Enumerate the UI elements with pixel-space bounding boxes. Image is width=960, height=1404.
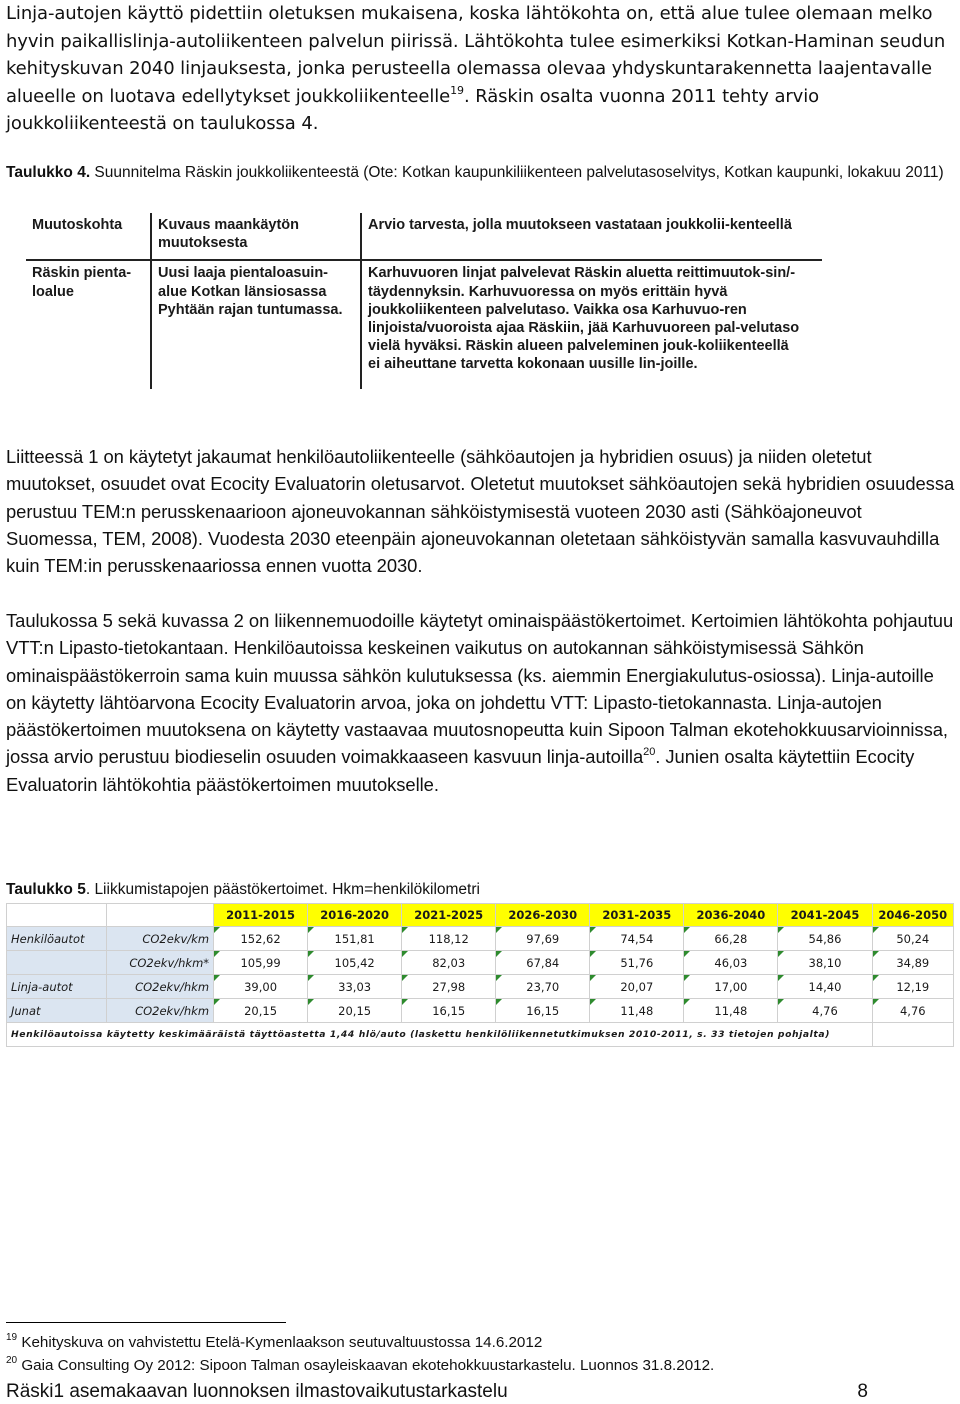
table5-row-label: Henkilöautot [7, 927, 107, 951]
table4-header-row [26, 213, 822, 260]
table5-value: 4,76 [778, 999, 872, 1023]
footnote-text: Gaia Consulting Oy 2012: Sipoon Talman osayleiskaavan ekotehokkuustarkastelu. Luonnos 31.8.2012. [21, 1357, 715, 1374]
table5-year-header: 2011-2015 [214, 904, 308, 927]
footnote-19 [6, 1333, 542, 1353]
table4-caption-label: Taulukko 4. [6, 164, 91, 181]
table5-unit: CO2ekv/hkm [106, 999, 213, 1023]
table4-header-cell: Kuvaus maankäytön muutoksesta [151, 213, 361, 260]
table5-value: 27,98 [402, 975, 496, 999]
table5-value: 39,00 [214, 975, 308, 999]
footnote-20 [6, 1356, 714, 1376]
table4-caption [6, 161, 956, 184]
table5-value: 118,12 [402, 927, 496, 951]
table5-year-header: 2016-2020 [308, 904, 402, 927]
table5 [6, 903, 954, 1047]
table5-value: 16,15 [496, 999, 590, 1023]
table5-value: 16,15 [402, 999, 496, 1023]
table5-value: 20,15 [308, 999, 402, 1023]
table5-note: Henkilöautoissa käytetty keskimääräistä täyttöastetta 1,44 hlö/auto (laskettu henkilöliikennetutkimuksen 2010-2011, s. 33 tietojen pohjalta) [7, 1023, 873, 1047]
table5-row [7, 927, 954, 951]
table5-unit: CO2ekv/km [106, 927, 213, 951]
table5-value: 11,48 [590, 999, 684, 1023]
table5-value: 105,99 [214, 951, 308, 975]
footnote-number: 19 [6, 1332, 18, 1343]
page-footer [6, 1380, 868, 1404]
table5-row [7, 999, 954, 1023]
table5-value: 12,19 [872, 975, 953, 999]
table5-value: 105,42 [308, 951, 402, 975]
table5-year-header: 2041-2045 [778, 904, 872, 927]
table5-value: 33,03 [308, 975, 402, 999]
page-number: 8 [857, 1381, 868, 1402]
footnote-ref-19[interactable]: 19 [450, 83, 464, 97]
table5-value: 46,03 [684, 951, 778, 975]
table5-value: 151,81 [308, 927, 402, 951]
table5-year-row [7, 904, 954, 927]
table5-caption-text: . Liikkumistapojen päästökertoimet. Hkm=henkilökilometri [85, 881, 480, 898]
table5-unit: CO2ekv/hkm* [106, 951, 213, 975]
paragraph-3-text-end: . Junien osalta käytettiin Ecocity Evaluatorin lähtökohtia päästökertoimen muutokselle. [6, 746, 915, 795]
table5-value: 4,76 [872, 999, 953, 1023]
table5-unit: CO2ekv/hkm [106, 975, 213, 999]
footnote-number: 20 [6, 1355, 18, 1366]
table5-value: 34,89 [872, 951, 953, 975]
table5-caption [6, 878, 956, 901]
table5-value: 11,48 [684, 999, 778, 1023]
table4-row [26, 260, 822, 389]
table5-row-label: Linja-autot [7, 975, 107, 999]
table5-value: 74,54 [590, 927, 684, 951]
table5-value: 51,76 [590, 951, 684, 975]
paragraph-3 [6, 607, 958, 798]
table5-row-label: Junat [7, 999, 107, 1023]
table5-empty-cell [872, 1023, 953, 1047]
intro-text-end: . Räskin osalta vuonna 2011 tehty arvio joukkoliikenteestä on taulukossa 4. [6, 85, 820, 134]
table4 [26, 213, 822, 389]
footnote-separator [6, 1322, 286, 1323]
paragraph-2: Liitteessä 1 on käytetyt jakaumat henkilöautoliikenteelle (sähköautojen ja hybridien osuus) ja niiden oletetut muutokset, osuudet ovat Ecocity Evaluatorin oletusarvot. Oletetut muutokset sähköautojen sekä hybridien osuudessa perustuu TEM:n perusskenaarioon ajoneuvokannan sähköistymisestä vuoteen 2030 asti (Sähköajoneuvot Suomessa, TEM, 2008). Vuodesta 2030 eteenpäin ajoneuvokannan oletetaan sähköistyvän samalla kasvuvauhdilla kuin TEM:in perusskenaariossa ennen vuotta 2030. [6, 446, 955, 577]
table5-value: 50,24 [872, 927, 953, 951]
table5-year-header: 2036-2040 [684, 904, 778, 927]
table5-value: 54,86 [778, 927, 872, 951]
table5-row [7, 951, 954, 975]
footnote-ref-20[interactable]: 20 [643, 746, 656, 759]
table5-value: 23,70 [496, 975, 590, 999]
table4-caption-text: Suunnitelma Räskin joukkoliikenteestä (Ote: Kotkan kaupunkiliikenteen palvelutasoselvitys, Kotkan kaupunki, lokakuu 2011) [90, 164, 944, 181]
footnote-text: Kehityskuva on vahvistettu Etelä-Kymenlaakson seutuvaltuustossa 14.6.2012 [21, 1334, 543, 1351]
table5-year-header: 2046-2050 [872, 904, 953, 927]
table5-row-label [7, 951, 107, 975]
table5-value: 20,07 [590, 975, 684, 999]
table4-header-cell: Muutoskohta [26, 213, 151, 260]
table5-empty-cell [7, 904, 107, 927]
table5-caption-label: Taulukko 5 [6, 881, 86, 898]
table4-cell: Räskin pienta-loalue [26, 260, 151, 389]
table4-cell: Karhuvuoren linjat palvelevat Räskin aluetta reittimuutok-sin/-täydennyksin. Karhuvuoressa on myös erittäin hyvä joukkoliikenteen palvelutaso. Vaikka osa Karhuvuo-ren linjoista/vuoroista ajaa Räskiin, jää Karhuvuoreen pal-velutaso vielä hyväksi. Räskin alueen palveleminen jouk-koliikenteellä ei aiheuttane tarvetta kokonaan uusille lin-joille. [368, 265, 800, 373]
table5-row [7, 975, 954, 999]
intro-text: Linja-autojen käyttö pidettiin oletuksen mukaisena, koska lähtökohta on, että alue tulee olemaan melko hyvin paikallislinja-autoliikenteen palvelun piirissä. Lähtökohta tulee esimerkiksi Kotkan-Haminan seudun kehityskuvan 2040 linjauksesta, jonka perusteella olemassa olevaa yhdyskuntarakennetta laajentavalle alueelle on luotava edellytykset joukkoliikenteelle [6, 3, 946, 107]
table5-value: 20,15 [214, 999, 308, 1023]
table4-cell: Uusi laaja pientaloasuin-alue Kotkan länsiosassa Pyhtään rajan tuntumassa. [151, 260, 361, 389]
table5-value: 38,10 [778, 951, 872, 975]
table5-year-header: 2031-2035 [590, 904, 684, 927]
table5-year-header: 2026-2030 [496, 904, 590, 927]
table5-value: 66,28 [684, 927, 778, 951]
intro-paragraph [6, 0, 956, 138]
paragraph-3-text: Taulukossa 5 sekä kuvassa 2 on liikennemuodoille käytetyt ominaispäästökertoimet. Kertoimien lähtökohta pohjautuu VTT:n Lipasto-tietokantaan. Henkilöautoissa keskeinen vaikutus on autokannan sähköistymisessä Sähkön ominaispäästökerroin sama kuin muussa sähkön kulutuksessa (ks. aiemmin Energiakulutus-osiossa). Linja-autoille on käytetty lähtöarvona Ecocity Evaluatorin arvoa, joka on johdettu VTT: Lipasto-tietokannasta. Linja-autojen päästökertoimen muutoksena on käytetty vastaavaa muutosnopeutta kuin Sipoon Talman ekotehokkuusarvioinnissa, jossa arvio perustuu biodieselin osuuden voimakkaaseen kasvuun linja-autoilla [6, 610, 954, 768]
table5-value: 152,62 [214, 927, 308, 951]
table5-value: 97,69 [496, 927, 590, 951]
table5-year-header: 2021-2025 [402, 904, 496, 927]
table5-empty-cell [106, 904, 213, 927]
table5-value: 67,84 [496, 951, 590, 975]
table5-value: 82,03 [402, 951, 496, 975]
table4-header-cell: Arvio tarvesta, jolla muutokseen vastataan joukkolii-kenteellä [361, 213, 822, 260]
table5-value: 14,40 [778, 975, 872, 999]
table5-note-row [7, 1023, 954, 1047]
table5-value: 17,00 [684, 975, 778, 999]
footer-title: Räski1 asemakaavan luonnoksen ilmastovaikutustarkastelu [6, 1381, 508, 1402]
